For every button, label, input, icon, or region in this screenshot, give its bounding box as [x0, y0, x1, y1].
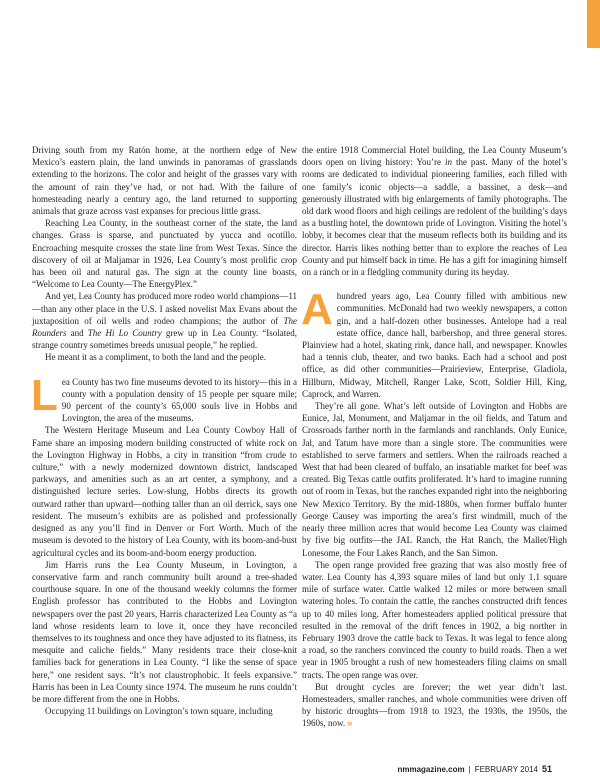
left-paragraph — [32, 290, 297, 351]
paragraph-text: Jim Harris runs the Lea County Museum, in Lovington, a conservative farm and ranch community built around a tree-shaded courthouse square. In one of the thousand weekly columns the former English professor has contributed to the Hobbs and Lovington newspapers over the past 20 years, Harris characterized Lea County as “a land whose residents learn to love it, once they have reconciled themselves to its toughness and once they have adjusted to its flatness, its mesquite and caliche fields.” Many residents trace their close-knit families back for generations in Lea County. “I like the sense of space here,” one resident says. “It’s not claustrophobic. It feels expansive.” Harris has been in Lea County since 1974. The museum he runs couldn’t be more different from the one in Hobbs. — [32, 559, 297, 704]
left-paragraph — [31, 370, 297, 425]
issue-date: FEBRUARY 2014 — [474, 765, 538, 774]
paragraph-text: And yet, Lea County has produced more rodeo world champions—11—than any other place in the U.S. I asked novelist Max Evans about the juxtaposition of oil wells and rodeo champions; the author of The Rounders and The Hi Lo Country grew up in Lea County. “Isolated, strange country sometimes breeds unusual people,” he replied. — [32, 291, 298, 351]
paragraph-text: The Western Heritage Museum and Lea County Cowboy Hall of Fame share an imposing modern building constructed of white rock on the Lovington Highway in Hobbs, a city in transition “from crude to culture,” with a newly modernized downtown district, landscaped parkways, and amenities such as an art center, a symphony, and a distinguished lecture series. Low-slung, Hobbs directs its growth outward rather than upward—nothing taller than an oil derrick, says one resident. The museum’s exhibits are as polished and professionally designed as any you’ll find in Denver or Fort Worth. Much of the museum is devoted to the history of Lea County, with its boom-and-bust agricultural cycles and its boom-and-boom energy production. — [32, 425, 297, 558]
left-paragraph — [32, 559, 297, 705]
paragraph-text: hundred years ago, Lea County filled with ambitious new communities. McDonald had two weekly newspapers, a cotton gin, and a half-dozen other businesses. Antelope had a real estate office, dance hall, barbershop, and three general stores. Plainview had a hotel, skating rink, dance hall, and newspaper. Knowles had a tennis club, theater, and two banks. Each had a school and post office, as did other communities—Prairieview, Enterprise, Gladiola, Hillburn, Midway, Mitchell, Ranger Lake, Scott, Soldier Hill, King, Caprock, and Warren. — [302, 291, 567, 399]
paragraph-text: But drought cycles are forever; the wet year didn’t last. Homesteaders, smaller ranches, and whole communities were driven off by historic droughts—from 1918 to 1923, the 1930s, the 1950s, the 1960s, now. — [302, 681, 567, 729]
left-paragraph — [32, 217, 297, 290]
paragraph-text: Driving south from my Ratón home, at the northern edge of New Mexico’s eastern plain, the land unwinds in panoramas of grasslands extending to the horizons. The color and height of the grasses vary with the amount of rain they’ve had, or not had. With the failure of homesteading nearly a century ago, the land returned to supporting animals that graze across vast expanses for precious little grass. — [32, 145, 297, 217]
left-paragraph — [32, 351, 297, 363]
drop-cap: A — [301, 285, 333, 335]
paragraph-text: He meant it as a compliment, to both the land and the people. — [45, 352, 266, 363]
right-paragraph — [302, 400, 567, 559]
right-paragraph — [302, 144, 567, 278]
paragraph-text: They’re all gone. What’s left outside of Lovington and Hobbs are Eunice, Jal, Monument, and Maljamar in the oil fields, and Tatum and Crossroads farther north in the farmlands and ranchlands. Only Eunice, Jal, and Tatum have more than a single store. The communities were established to serve farmers and settlers. When the railroads reached a West that had been cleared of buffalo, an insatiable market for beef was created. Big Texas cattle outfits proliferated. It’s hard to imagine running out of room in Texas, but the ranches expanded right into the neighboring New Mexico Territory. By the mid-1880s, when former buffalo hunter George Causey was importing the area’s first windmill, much of the nearly three million acres that would become Lea County was claimed by five big outfits—the JAL Ranch, the Hat Ranch, the Mallet/High Lonesome, the Four Lakes Ranch, and the San Simon. — [302, 401, 567, 558]
paragraph-text: the entire 1918 Commercial Hotel building, the Lea County Museum’s doors open on living history: You’re in the past. Many of the hotel’s rooms are dedicated to individual pioneering families, each filled with one family’s iconic objects—a saddle, a bassinet, a desk—and generously illustrated with big enlargements of family photographs. The old dark wood floors and high ceilings are redolent of the building’s days as a bustling hotel, the downtown pride of Lovington. Visiting the hotel’s lobby, it becomes clear that the museum reflects both its building and its director. Harris likes nothing better than to explore the reaches of Lea County and put himself back in time. He has a gift for imagining himself on a ranch or in a fledgling community during its heyday. — [302, 145, 567, 278]
left-paragraph — [32, 424, 297, 558]
paragraph-text: Occupying 11 buildings on Lovington’s town square, including — [45, 706, 273, 717]
right-paragraph — [301, 285, 567, 400]
right-paragraph — [302, 681, 567, 730]
left-paragraph — [32, 705, 297, 717]
paragraph-text: Reaching Lea County, in the southeast corner of the state, the land changes. Grass is sparse, and punctuated by yucca and ocotillo. Encroaching mesquite crosses the state line from West Texas. Since the discovery of oil at Maljamar in 1926, Lea County’s most prolific crop has been oil and natural gas. The sign at the county line boasts, “Welcome to Lea County—The EnergyPlex.” — [32, 218, 297, 290]
left-column — [32, 144, 297, 717]
right-paragraph — [302, 559, 567, 681]
page-folio — [397, 764, 552, 774]
drop-cap: L — [31, 370, 58, 420]
continued-arrow-icon: » — [347, 718, 353, 729]
paragraph-text: The open range provided free grazing that was also mostly free of water. Lea County has 4,393 square miles of land but only 1.1 square mile of surface water. Cattle walked 12 miles or more between small watering holes. To contain the cattle, the ranches constructed drift fences up to 40 miles long. After homesteaders applied political pressure that resulted in the removal of the drift fences in 1902, a big norther in February 1903 drove the cattle back to Texas. It was legal to fence along a road, so the ranchers convinced the county to build roads. Then a wet year in 1905 brought a rush of new homesteaders filing claims on small tracts. The open range was over. — [302, 559, 567, 680]
magazine-url: nmmagazine.com — [397, 765, 465, 774]
paragraph-text: ea County has two fine museums devoted to its history—this in a county with a population density of 15 people per square mile; 90 percent of the county’s 65,000 souls live in Hobbs and Lovington, the area of the museums. — [61, 376, 297, 424]
folio-separator: | — [468, 765, 471, 774]
left-paragraph — [32, 144, 297, 217]
right-column — [302, 144, 567, 730]
page-number: 51 — [541, 764, 552, 774]
orange-corner-tab — [587, 0, 600, 48]
